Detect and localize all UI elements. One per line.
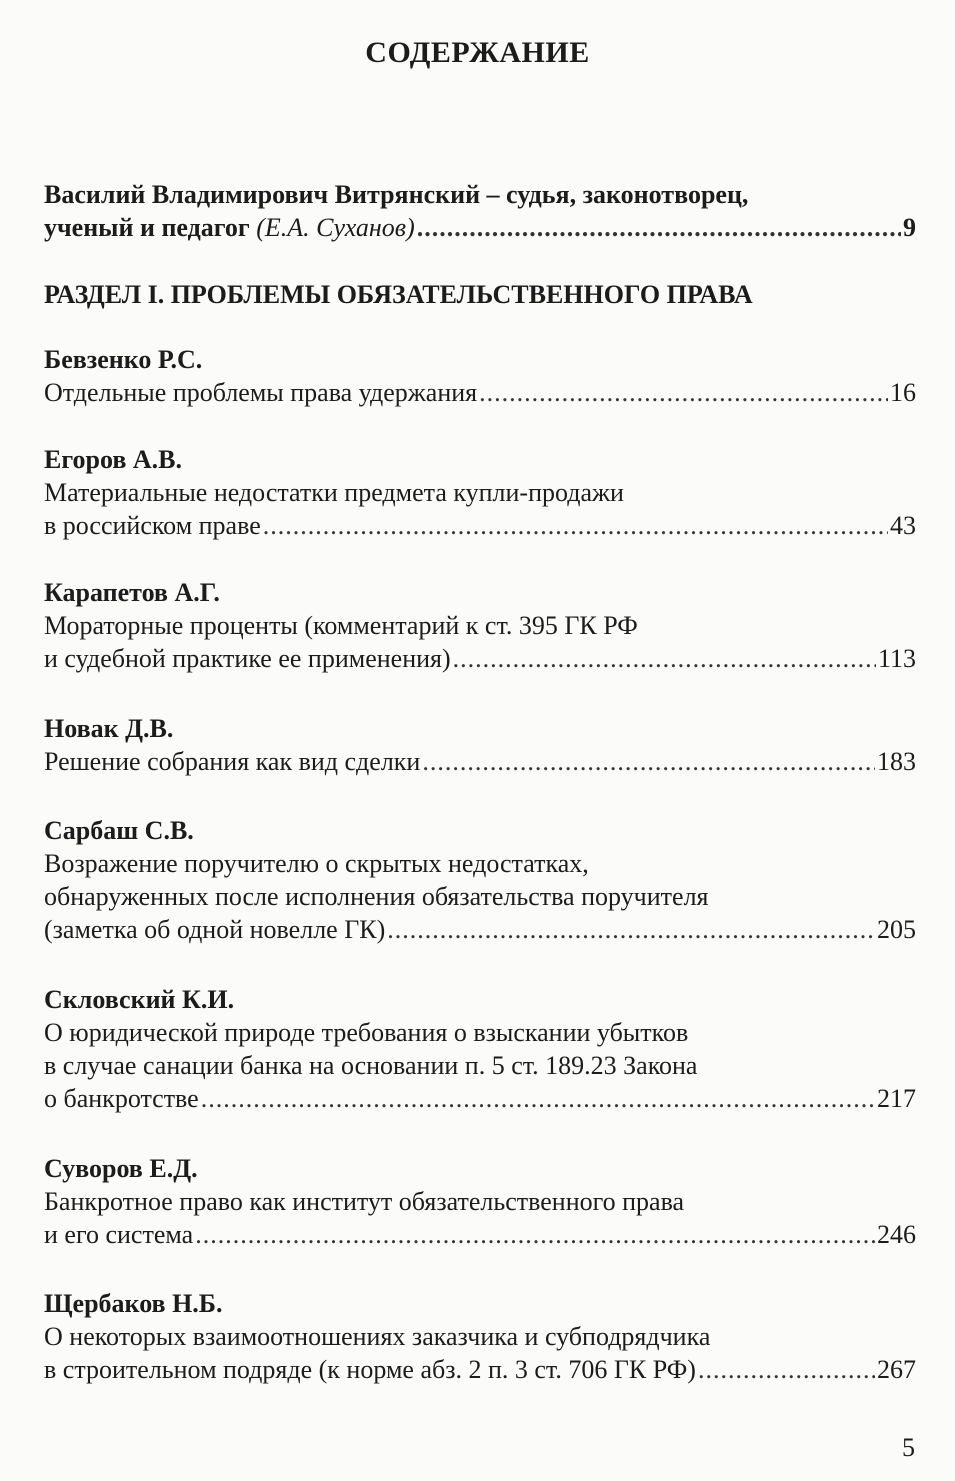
entry-author: Суворов Е.Д. (44, 1154, 198, 1183)
entry-title: Отдельные проблемы права удержания (44, 378, 478, 407)
page-ref: 246 (877, 1220, 916, 1249)
entry-title: Решение собрания как вид сделки (44, 747, 421, 776)
entry-title-line: О некоторых взаимоотношениях заказчика и субподрядчика (44, 1322, 711, 1351)
entry-last-line (44, 509, 916, 542)
entry-author: Бевзенко Р.С. (44, 345, 203, 374)
toc-entry[interactable] (44, 712, 916, 778)
entry-title-line: Возражение поручителю о скрытых недостатках, (44, 849, 589, 878)
entry-author: Щербаков Н.Б. (44, 1289, 223, 1318)
toc-entry[interactable] (44, 983, 916, 1115)
page-ref: 16 (890, 378, 916, 407)
page-ref: 113 (877, 644, 916, 673)
dot-leader (201, 1082, 875, 1115)
entry-title: и его система (44, 1220, 194, 1249)
entry-last-line (44, 1218, 916, 1251)
entry-title-line: О юридической природе требования о взыскании убытков (44, 1018, 689, 1047)
toc-entry[interactable] (44, 814, 916, 946)
dot-leader (263, 509, 888, 542)
entry-last-line (44, 1353, 916, 1386)
entry-title: в российском праве (44, 511, 261, 540)
dot-leader (479, 376, 888, 409)
dot-leader (698, 1353, 875, 1386)
intro-line-2: ученый и педагог (Е.А. Суханов) (44, 213, 415, 242)
page-ref: 217 (877, 1084, 916, 1113)
toc-entry[interactable] (44, 1287, 916, 1386)
section-heading: РАЗДЕЛ I. ПРОБЛЕМЫ ОБЯЗАТЕЛЬСТВЕННОГО ПРАВА (44, 280, 753, 309)
entry-title-line: Материальные недостатки предмета купли-продажи (44, 478, 624, 507)
intro-last-line (44, 211, 916, 244)
dot-leader (195, 1218, 875, 1251)
toc-entry[interactable] (44, 1152, 916, 1251)
intro-line-1: Василий Владимирович Витрянский – судья, законотворец, (44, 180, 749, 209)
page-ref: 205 (877, 915, 916, 944)
entry-title-line: Банкротное право как институт обязательственного права (44, 1187, 685, 1216)
toc-entry-intro[interactable] (44, 178, 916, 244)
page-ref: 43 (890, 511, 916, 540)
entry-last-line (44, 745, 916, 778)
entry-author: Сарбаш С.В. (44, 816, 194, 845)
dot-leader (422, 745, 875, 778)
entry-author: Карапетов А.Г. (44, 578, 220, 607)
page-ref: 9 (903, 213, 916, 242)
entry-author: Егоров А.В. (44, 445, 182, 474)
dot-leader (453, 642, 876, 675)
toc-entry[interactable] (44, 576, 916, 675)
entry-last-line (44, 1082, 916, 1115)
entry-title: и судебной практике ее применения) (44, 644, 451, 673)
toc-entry[interactable] (44, 443, 916, 542)
entry-author: Скловский К.И. (44, 985, 235, 1014)
page-title: СОДЕРЖАНИЕ (365, 36, 590, 69)
entry-title-line: обнаруженных после исполнения обязательства поручителя (44, 882, 709, 911)
entry-last-line (44, 642, 916, 675)
page-number: 5 (902, 1433, 915, 1462)
entry-title: о банкротстве (44, 1084, 199, 1113)
dot-leader (387, 913, 875, 946)
toc-entry[interactable] (44, 343, 916, 409)
entry-title: (заметка об одной новелле ГК) (44, 915, 386, 944)
dot-leader (417, 211, 901, 244)
entry-title-line: в случае санации банка на основании п. 5 ст. 189.23 Закона (44, 1051, 698, 1080)
entry-title: в строительном подряде (к норме абз. 2 п. 3 ст. 706 ГК РФ) (44, 1355, 696, 1384)
page-ref: 267 (877, 1355, 916, 1384)
entry-title-line: Мораторные проценты (комментарий к ст. 395 ГК РФ (44, 611, 638, 640)
page-ref: 183 (877, 747, 916, 776)
entry-author: Новак Д.В. (44, 714, 174, 743)
entry-last-line (44, 376, 916, 409)
intro-author: (Е.А. Суханов) (256, 213, 415, 242)
entry-last-line (44, 913, 916, 946)
